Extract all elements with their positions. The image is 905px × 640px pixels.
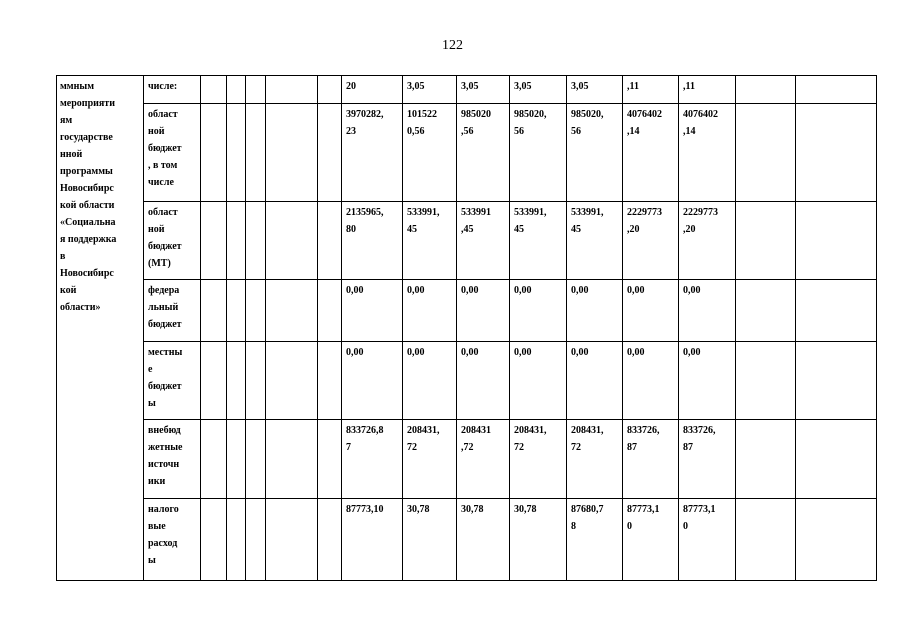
value-cell: 87773,1 0 (679, 499, 736, 581)
program-name-cell: ммным мероприяти ям государстве нной программы Новосибирс кой области «Социальна я поддержка в Новосибирс кой области» (57, 76, 144, 581)
empty-cell (736, 342, 796, 420)
value-cell: 3,05 (403, 76, 457, 104)
empty-cell (246, 342, 266, 420)
page-number: 122 (442, 38, 463, 53)
empty-cell (227, 280, 246, 342)
value-cell: 533991, 45 (567, 202, 623, 280)
empty-cell (266, 420, 318, 499)
value-cell: 87773,10 (342, 499, 403, 581)
value-cell: 4076402 ,14 (623, 104, 679, 202)
value-cell: 2229773 ,20 (623, 202, 679, 280)
value-cell: 533991, 45 (510, 202, 567, 280)
value-cell: 0,00 (457, 280, 510, 342)
value-cell: 20 (342, 76, 403, 104)
value-cell: 0,00 (567, 280, 623, 342)
budget-table (56, 75, 877, 581)
empty-cell (201, 202, 227, 280)
empty-cell (201, 342, 227, 420)
value-cell: 2229773 ,20 (679, 202, 736, 280)
empty-cell (796, 280, 877, 342)
empty-cell (318, 104, 342, 202)
value-cell: 208431, 72 (567, 420, 623, 499)
funding-source-cell: местны е бюджет ы (144, 342, 201, 420)
value-cell: 0,00 (403, 342, 457, 420)
value-cell: 985020, 56 (567, 104, 623, 202)
value-cell: 0,00 (457, 342, 510, 420)
empty-cell (736, 202, 796, 280)
funding-source-cell: внебюд жетные источн ики (144, 420, 201, 499)
value-cell: 985020 ,56 (457, 104, 510, 202)
empty-cell (246, 76, 266, 104)
table-row (57, 76, 877, 104)
value-cell: 533991, 45 (403, 202, 457, 280)
value-cell: 2135965, 80 (342, 202, 403, 280)
empty-cell (246, 280, 266, 342)
value-cell: 833726,8 7 (342, 420, 403, 499)
empty-cell (266, 342, 318, 420)
table-row (57, 104, 877, 202)
empty-cell (266, 280, 318, 342)
empty-cell (736, 104, 796, 202)
empty-cell (201, 420, 227, 499)
value-cell: 3970282, 23 (342, 104, 403, 202)
empty-cell (246, 104, 266, 202)
empty-cell (227, 104, 246, 202)
empty-cell (796, 76, 877, 104)
value-cell: 30,78 (403, 499, 457, 581)
value-cell: 87680,7 8 (567, 499, 623, 581)
empty-cell (266, 499, 318, 581)
table-row (57, 202, 877, 280)
value-cell: 3,05 (457, 76, 510, 104)
value-cell: 833726, 87 (679, 420, 736, 499)
empty-cell (266, 104, 318, 202)
empty-cell (796, 342, 877, 420)
value-cell: ,11 (679, 76, 736, 104)
funding-source-cell: област ной бюджет , в том числе (144, 104, 201, 202)
empty-cell (318, 76, 342, 104)
value-cell: 0,00 (623, 280, 679, 342)
empty-cell (796, 202, 877, 280)
empty-cell (266, 202, 318, 280)
value-cell: 533991 ,45 (457, 202, 510, 280)
empty-cell (736, 76, 796, 104)
funding-source-cell: федера льный бюджет (144, 280, 201, 342)
empty-cell (227, 420, 246, 499)
empty-cell (318, 420, 342, 499)
empty-cell (318, 202, 342, 280)
funding-source-cell: налого вые расход ы (144, 499, 201, 581)
value-cell: 3,05 (510, 76, 567, 104)
value-cell: 87773,1 0 (623, 499, 679, 581)
empty-cell (796, 499, 877, 581)
value-cell: 4076402 ,14 (679, 104, 736, 202)
empty-cell (736, 499, 796, 581)
table-row (57, 342, 877, 420)
table-row (57, 420, 877, 499)
value-cell: 30,78 (457, 499, 510, 581)
value-cell: 0,00 (510, 280, 567, 342)
value-cell: 985020, 56 (510, 104, 567, 202)
value-cell: 0,00 (342, 342, 403, 420)
empty-cell (318, 280, 342, 342)
table-row (57, 280, 877, 342)
value-cell: 30,78 (510, 499, 567, 581)
value-cell: 0,00 (403, 280, 457, 342)
empty-cell (318, 499, 342, 581)
value-cell: 208431, 72 (403, 420, 457, 499)
value-cell: 0,00 (623, 342, 679, 420)
value-cell: 0,00 (679, 280, 736, 342)
empty-cell (796, 420, 877, 499)
empty-cell (227, 76, 246, 104)
funding-source-cell: числе: (144, 76, 201, 104)
empty-cell (201, 104, 227, 202)
value-cell: 0,00 (679, 342, 736, 420)
empty-cell (227, 342, 246, 420)
value-cell: 208431 ,72 (457, 420, 510, 499)
empty-cell (246, 420, 266, 499)
empty-cell (736, 420, 796, 499)
empty-cell (736, 280, 796, 342)
value-cell: 208431, 72 (510, 420, 567, 499)
table-row (57, 499, 877, 581)
value-cell: 3,05 (567, 76, 623, 104)
empty-cell (201, 76, 227, 104)
empty-cell (227, 202, 246, 280)
funding-source-cell: област ной бюджет (МТ) (144, 202, 201, 280)
value-cell: ,11 (623, 76, 679, 104)
empty-cell (227, 499, 246, 581)
value-cell: 0,00 (342, 280, 403, 342)
empty-cell (246, 202, 266, 280)
empty-cell (796, 104, 877, 202)
empty-cell (201, 499, 227, 581)
value-cell: 0,00 (510, 342, 567, 420)
value-cell: 833726, 87 (623, 420, 679, 499)
value-cell: 0,00 (567, 342, 623, 420)
empty-cell (266, 76, 318, 104)
empty-cell (201, 280, 227, 342)
empty-cell (246, 499, 266, 581)
value-cell: 101522 0,56 (403, 104, 457, 202)
empty-cell (318, 342, 342, 420)
